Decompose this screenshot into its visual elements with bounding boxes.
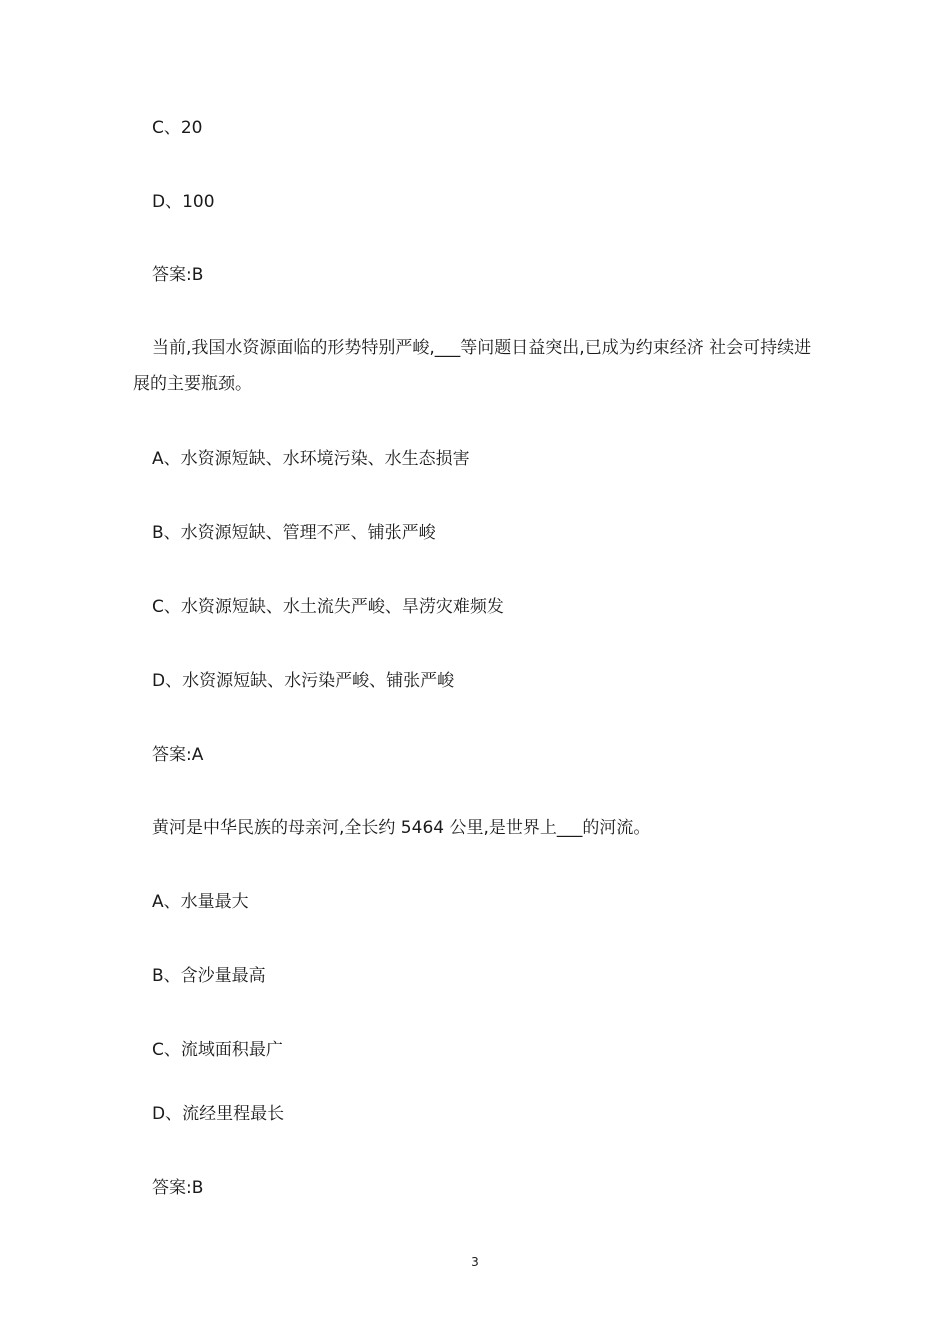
q2-option-c: C、流域面积最广	[152, 1040, 283, 1060]
q2-option-b: B、含沙量最高	[152, 966, 266, 986]
option-c-prev: C、20	[152, 118, 203, 138]
question-2: 黄河是中华民族的母亲河,全长约 5464 公里,是世界上___的河流。	[152, 818, 651, 838]
answer-prev: 答案:B	[152, 265, 204, 285]
q2-option-a: A、水量最大	[152, 892, 249, 912]
q1-option-d: D、水资源短缺、水污染严峻、铺张严峻	[152, 671, 455, 691]
q1-answer: 答案:A	[152, 745, 204, 765]
q2-answer: 答案:B	[152, 1178, 204, 1198]
q1-option-c: C、水资源短缺、水土流失严峻、旱涝灾难频发	[152, 597, 504, 617]
page-number: 3	[471, 1255, 479, 1269]
q1-option-a: A、水资源短缺、水环境污染、水生态损害	[152, 449, 470, 469]
q1-option-b: B、水资源短缺、管理不严、铺张严峻	[152, 523, 436, 543]
option-d-prev: D、100	[152, 192, 215, 212]
q2-option-d: D、流经里程最长	[152, 1104, 285, 1124]
question-1: 当前,我国水资源面临的形势特别严峻,___等问题日益突出,已成为约束经济 社会可持续进展的主要瓶颈。	[133, 338, 812, 394]
